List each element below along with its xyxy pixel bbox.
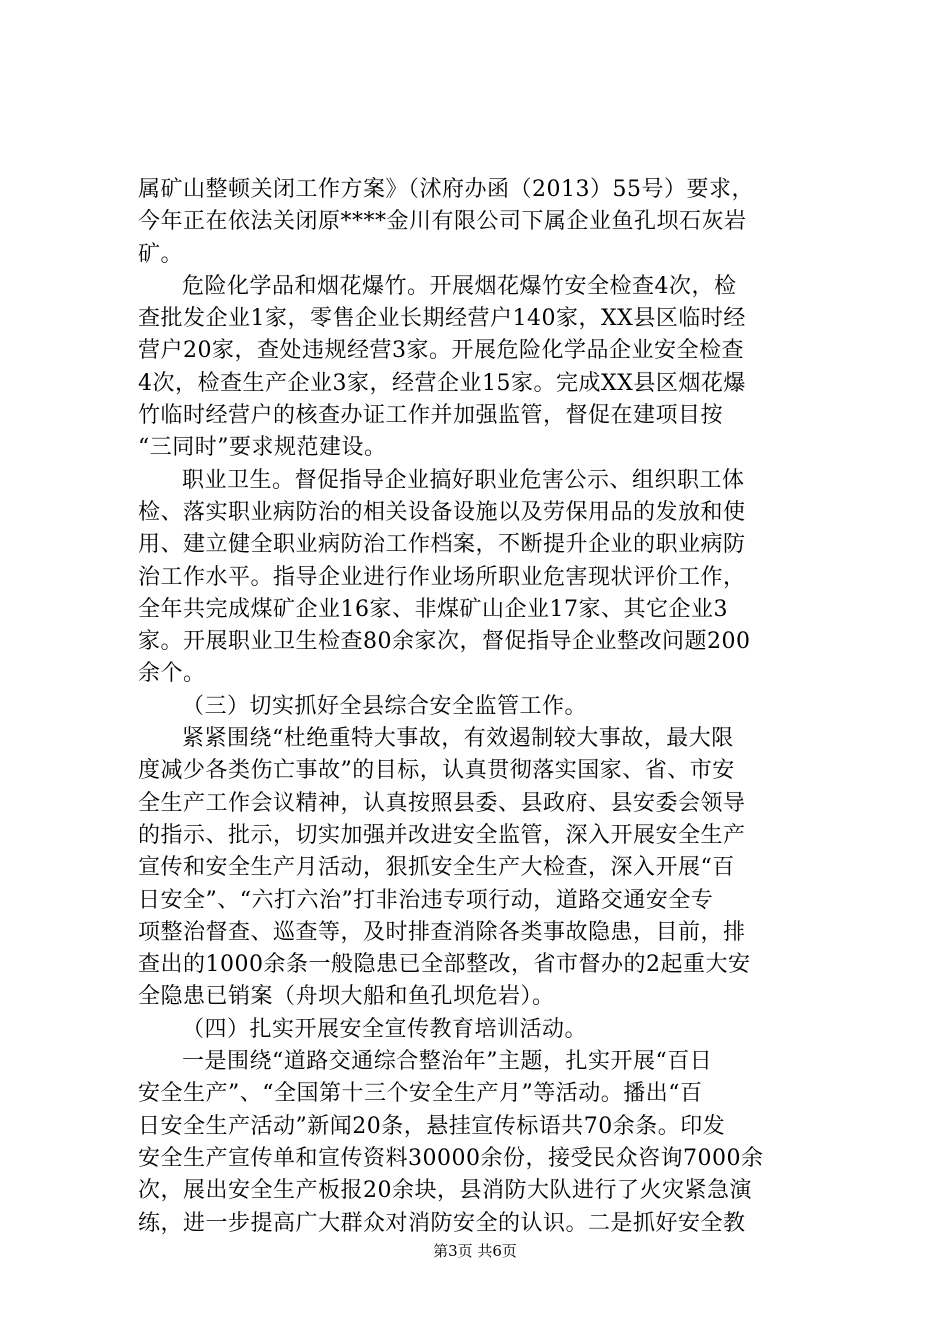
text-line: 查出的1000余条一般隐患已全部整改，省市督办的2起重大安 [138,952,751,978]
section-heading: （三）切实抓好全县综合安全监管工作。 [182,693,588,719]
page-footer [0,1240,950,1261]
text-line: 营户20家，查处违规经营3家。开展危险化学品企业安全检查 [138,338,744,364]
text-line: 检、落实职业病防治的相关设备设施以及劳保用品的发放和使 [138,499,746,525]
section-heading: （四）扎实开展安全宣传教育培训活动。 [182,1016,588,1042]
text-line: 练，进一步提高广大群众对消防安全的认识。二是抓好安全教 [138,1210,746,1236]
text-line: 家。开展职业卫生检查80余家次，督促指导企业整改问题200 [138,629,751,655]
text-line: 治工作水平。指导企业进行作业场所职业危害现状评价工作， [138,564,746,590]
paragraph-start-line: 紧紧围绕“杜绝重特大事故，有效遏制较大事故，最大限 [182,726,734,752]
text-line: 今年正在依法关闭原****金川有限公司下属企业鱼孔坝石灰岩 [138,209,747,235]
text-line: 查批发企业1家，零售企业长期经营户140家，XX县区临时经 [138,306,746,332]
text-line: 安全生产宣传单和宣传资料30000余份，接受民众咨询7000余 [138,1145,764,1171]
text-line: 属矿山整顿关闭工作方案》（沭府办函（2013）55号）要求， [138,177,754,202]
text-line: 全隐患已销案（舟坝大船和鱼孔坝危岩）。 [138,984,555,1010]
text-line: 全生产工作会议精神，认真按照县委、县政府、县安委会领导 [138,790,746,816]
text-line: “三同时”要求规范建设。 [138,435,387,461]
page-number-label: 第3页 共6页 [433,1242,517,1260]
text-line: 用、建立健全职业病防治工作档案，不断提升企业的职业病防 [138,532,746,558]
paragraph-start-line: 一是围绕“道路交通综合整治年”主题，扎实开展“百日 [182,1049,713,1075]
paragraph-start-line: 职业卫生。督促指导企业搞好职业危害公示、组织职工体 [182,467,745,493]
text-line: 矿。 [138,241,184,267]
text-line: 项整治督查、巡查等，及时排查消除各类事故隐患，目前，排 [138,919,746,945]
text-line: 的指示、批示，切实加强并改进安全监管，深入开展安全生产 [138,822,746,848]
text-line: 竹临时经营户的核查办证工作并加强监管，督促在建项目按 [138,403,724,429]
text-line: 全年共完成煤矿企业16家、非煤矿山企业17家、其它企业3 [138,596,728,622]
text-line: 宣传和安全生产月活动，狠抓安全生产大检查，深入开展“百 [138,855,735,881]
text-line: 日安全生产活动”新闻20条，悬挂宣传标语共70余条。印发 [138,1113,726,1139]
text-line: 4次，检查生产企业3家，经营企业15家。完成XX县区烟花爆 [138,370,746,396]
paragraph-start-line: 危险化学品和烟花爆竹。开展烟花爆竹安全检查4次，检 [182,273,737,299]
text-line: 次，展出安全生产板报20余块，县消防大队进行了火灾紧急演 [138,1178,752,1204]
text-line: 安全生产”、“全国第十三个安全生产月”等活动。播出“百 [138,1081,703,1107]
text-line: 余个。 [138,661,206,687]
text-line: 度减少各类伤亡事故”的目标，认真贯彻落实国家、省、市安 [138,758,735,784]
text-line: 日安全”、“六打六治”打非治违专项行动，道路交通安全专 [138,887,714,913]
body-text [138,174,828,1240]
